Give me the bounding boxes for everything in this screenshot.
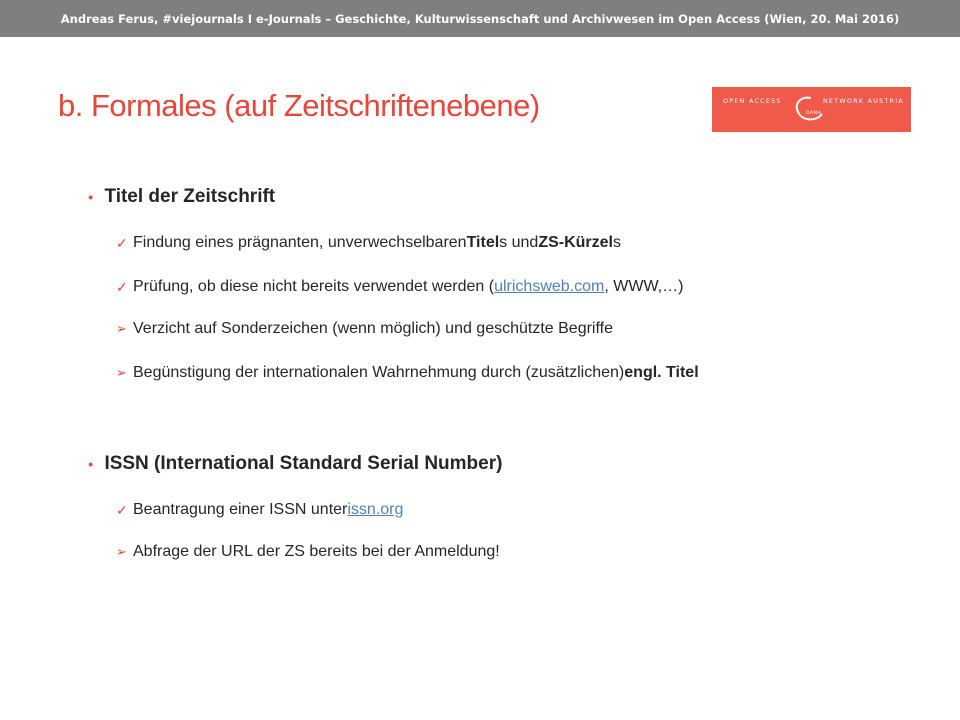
list-item: ➢ Verzicht auf Sonderzeichen (wenn möglich) und geschützte Begriffe	[116, 320, 613, 337]
list-item: ✓ Findung eines prägnanten, unverwechselbaren Titel s und ZS-Kürzel s	[116, 234, 621, 251]
check-icon: ✓	[116, 501, 128, 518]
arrow-icon: ➢	[116, 544, 127, 559]
arrow-icon: ➢	[116, 321, 127, 336]
logo-sub-text: OANA	[806, 111, 822, 116]
ulrichsweb-link[interactable]: ulrichsweb.com	[494, 278, 605, 295]
check-icon: ✓	[116, 234, 128, 251]
logo-swirl-icon	[786, 92, 826, 128]
check-icon: ✓	[116, 278, 128, 295]
oana-logo	[712, 87, 911, 132]
logo-right-text: NETWORK AUSTRIA	[823, 98, 905, 105]
section-heading-titel: ● Titel der Zeitschrift	[88, 186, 276, 207]
bullet-icon: ●	[88, 459, 94, 469]
arrow-icon: ➢	[116, 365, 127, 380]
list-item: ✓ Beantragung einer ISSN unter issn.org	[116, 501, 404, 518]
list-item: ➢ Abfrage der URL der ZS bereits bei der Anmeldung!	[116, 543, 500, 560]
issn-link[interactable]: issn.org	[347, 501, 404, 518]
bullet-icon: ●	[88, 192, 94, 202]
logo-left-text: OPEN ACCESS	[723, 98, 782, 105]
header-text: Andreas Ferus, #viejournals I e-Journals – Geschichte, Kulturwissenschaft und Archivwesen im Open Access (Wien, 20. Mai 2016)	[60, 11, 900, 26]
list-item: ➢ Begünstigung der internationalen Wahrnehmung durch (zusätzlichen) engl. Titel	[116, 364, 699, 381]
slide-title: b. Formales (auf Zeitschriftenebene)	[58, 88, 540, 123]
list-item: ✓ Prüfung, ob diese nicht bereits verwendet werden ( ulrichsweb.com , WWW,…)	[116, 278, 684, 295]
section-heading-issn: ● ISSN (International Standard Serial Number)	[88, 453, 503, 474]
header-bar	[0, 0, 960, 37]
